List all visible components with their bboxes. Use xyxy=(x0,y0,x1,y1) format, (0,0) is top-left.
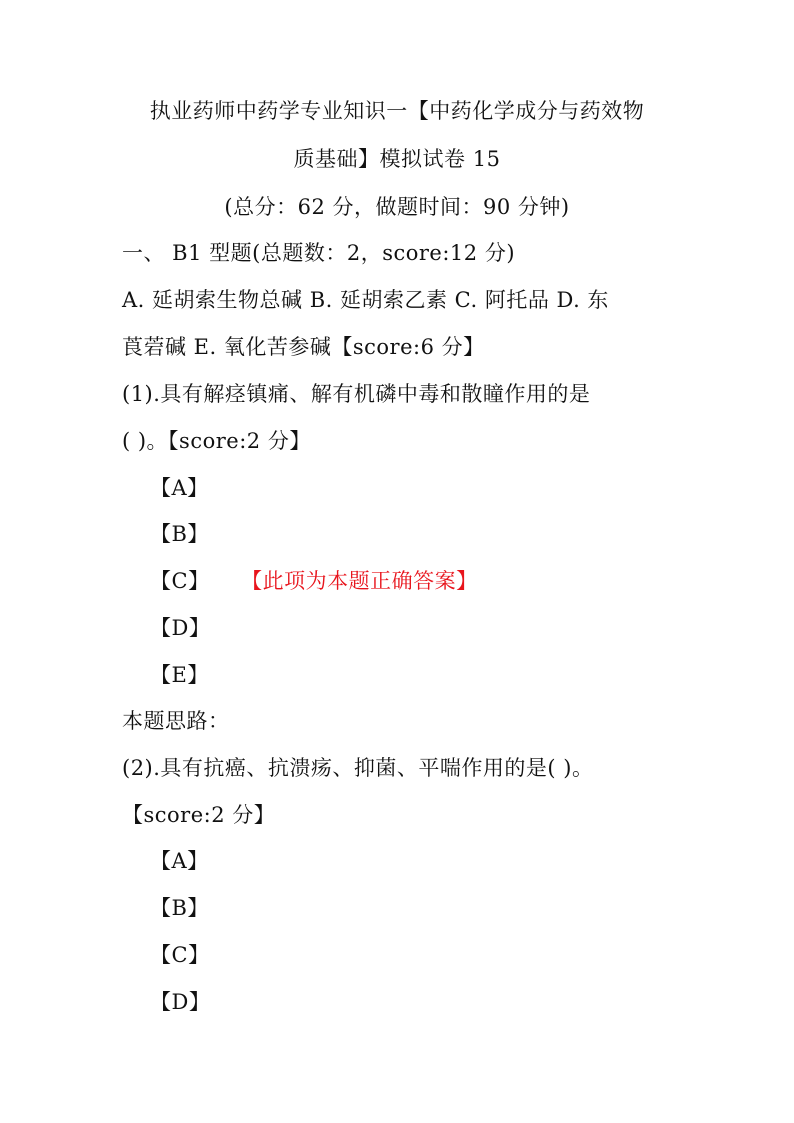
explanation-label: 本题思路： xyxy=(122,709,230,733)
q2-option-b: 【B】 xyxy=(150,896,209,920)
question-1-line-2: ( )。【score:2 分】 xyxy=(122,429,311,453)
q2-option-d: 【D】 xyxy=(150,990,211,1014)
question-2-line-2: 【score:2 分】 xyxy=(122,803,276,827)
doc-title-line-2: 质基础】模拟试卷 15 xyxy=(293,147,501,171)
q1-option-c: 【C】 xyxy=(150,569,210,593)
q2-option-a: 【A】 xyxy=(150,849,209,873)
correct-answer-note: 【此项为本题正确答案】 xyxy=(251,569,478,593)
question-1-line-1: (1).具有解痉镇痛、解有机磷中毒和散瞳作用的是 xyxy=(122,382,591,406)
q1-option-d: 【D】 xyxy=(150,616,211,640)
doc-title-line-1: 执业药师中药学专业知识一【中药化学成分与药效物 xyxy=(149,99,645,123)
option-group-line-1: A. 延胡索生物总碱 B. 延胡索乙素 C. 阿托品 D. 东 xyxy=(122,288,609,312)
q2-option-c: 【C】 xyxy=(150,943,210,967)
q1-option-b: 【B】 xyxy=(150,522,209,546)
q1-option-a: 【A】 xyxy=(150,476,209,500)
q1-option-c-row xyxy=(150,567,478,595)
question-2-line-1: (2).具有抗癌、抗溃疡、抑菌、平喘作用的是( )。 xyxy=(122,756,594,780)
exam-meta: (总分：62 分，做题时间：90 分钟) xyxy=(224,195,570,219)
option-group-line-2: 莨菪碱 E. 氧化苦参碱【score:6 分】 xyxy=(122,335,485,359)
q1-option-e: 【E】 xyxy=(150,663,209,687)
section-heading: 一、 B1 型题(总题数：2，score:12 分) xyxy=(122,241,516,265)
